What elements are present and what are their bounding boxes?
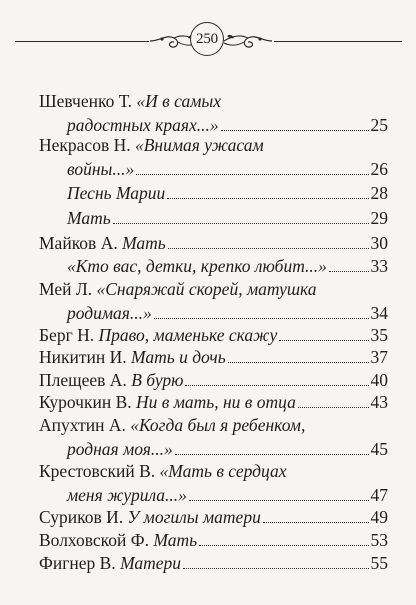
entry-title: Песнь Марии (67, 183, 166, 203)
dot-leader (263, 522, 369, 523)
entry-title: Мать (122, 233, 166, 253)
dot-leader (221, 130, 369, 131)
entry-title: «Кто вас, детки, крепко любит...» (67, 256, 327, 276)
toc-entry (39, 505, 388, 529)
toc-entry (39, 368, 388, 392)
entry-author: Курочкин В. (39, 392, 136, 412)
toc-entry (39, 206, 388, 230)
toc-entry (39, 323, 388, 347)
entry-title: Мать (153, 530, 198, 550)
dot-leader (183, 568, 368, 569)
entry-title: «Мать в сердцах (159, 461, 287, 481)
entry-title: Мать и дочь (131, 347, 226, 367)
dot-leader (228, 362, 369, 363)
entry-title-continued: родная моя...» (67, 439, 173, 459)
entry-author: Майков А. (39, 233, 123, 253)
page-number: 250 (196, 30, 218, 47)
entry-page: 47 (370, 485, 388, 505)
entry-page: 29 (370, 208, 388, 228)
header-rule-left (15, 41, 149, 42)
entry-title: В бурю (131, 370, 184, 390)
dot-leader (136, 174, 368, 175)
entry-page: 40 (370, 370, 388, 390)
entry-author: Мей Л. (39, 279, 97, 299)
toc-entry (39, 413, 388, 461)
toc-entry (39, 254, 388, 278)
entry-page: 55 (370, 553, 388, 573)
entry-page: 30 (370, 233, 388, 253)
floral-ornament-right-icon (222, 30, 274, 54)
entry-author: Фигнер В. (39, 553, 121, 573)
toc-entry (39, 551, 388, 575)
entry-author: Шевченко Т. (39, 91, 137, 111)
entry-title-continued: меня журила...» (67, 485, 187, 505)
entry-page: 35 (370, 325, 388, 345)
page-header (0, 0, 416, 60)
entry-author: Волховской Ф. (39, 530, 154, 550)
toc-entry (39, 277, 388, 325)
entry-page: 49 (370, 507, 388, 527)
entry-title: У могилы матери (127, 507, 261, 527)
entry-author: Некрасов Н. (39, 135, 135, 155)
toc-entry (39, 459, 388, 507)
dot-leader (185, 385, 368, 386)
entry-title: Матери (120, 553, 182, 573)
dot-leader (168, 248, 369, 249)
entry-title: Право, маменьке скажу (98, 325, 278, 345)
toc-entry (39, 181, 388, 205)
entry-page: 43 (370, 392, 388, 412)
dot-leader (154, 318, 369, 319)
page-number-circle (190, 22, 224, 56)
entry-author: Суриков И. (39, 507, 128, 527)
toc-entry (39, 528, 388, 552)
dot-leader (189, 500, 369, 501)
entry-page: 34 (370, 303, 388, 323)
entry-page: 25 (370, 115, 388, 135)
toc-entry (39, 345, 388, 369)
toc-entry (39, 390, 388, 414)
toc-entry (39, 133, 388, 181)
entry-title-continued: войны...» (67, 159, 135, 179)
toc-entry (39, 231, 388, 255)
entry-title: «Внимая ужасам (134, 135, 264, 155)
header-rule-right (274, 41, 402, 42)
toc-entry (39, 89, 388, 137)
entry-author: Плещеев А. (39, 370, 132, 390)
dot-leader (298, 407, 369, 408)
entry-title: «Снаряжай скорей, матушка (96, 279, 317, 299)
entry-author: Никитин И. (39, 347, 132, 367)
entry-page: 33 (370, 256, 388, 276)
entry-title: «Когда был я ребенком, (130, 415, 306, 435)
entry-page: 53 (370, 530, 388, 550)
entry-title: «И в самых (136, 91, 221, 111)
dot-leader (167, 198, 368, 199)
entry-title-continued: радостных краях...» (67, 115, 219, 135)
entry-title-continued: родимая...» (67, 303, 152, 323)
dot-leader (199, 545, 368, 546)
entry-page: 28 (370, 183, 388, 203)
entry-author: Крестовский В. (39, 461, 160, 481)
entry-author: Берг Н. (39, 325, 99, 345)
entry-page: 37 (370, 347, 388, 367)
entry-page: 26 (370, 159, 388, 179)
dot-leader (175, 454, 369, 455)
entry-title: Ни в мать, ни в отца (136, 392, 296, 412)
entry-page: 45 (370, 439, 388, 459)
entry-author: Апухтин А. (39, 415, 131, 435)
dot-leader (329, 271, 369, 272)
dot-leader (279, 340, 368, 341)
entry-title: Мать (67, 208, 111, 228)
dot-leader (113, 223, 369, 224)
